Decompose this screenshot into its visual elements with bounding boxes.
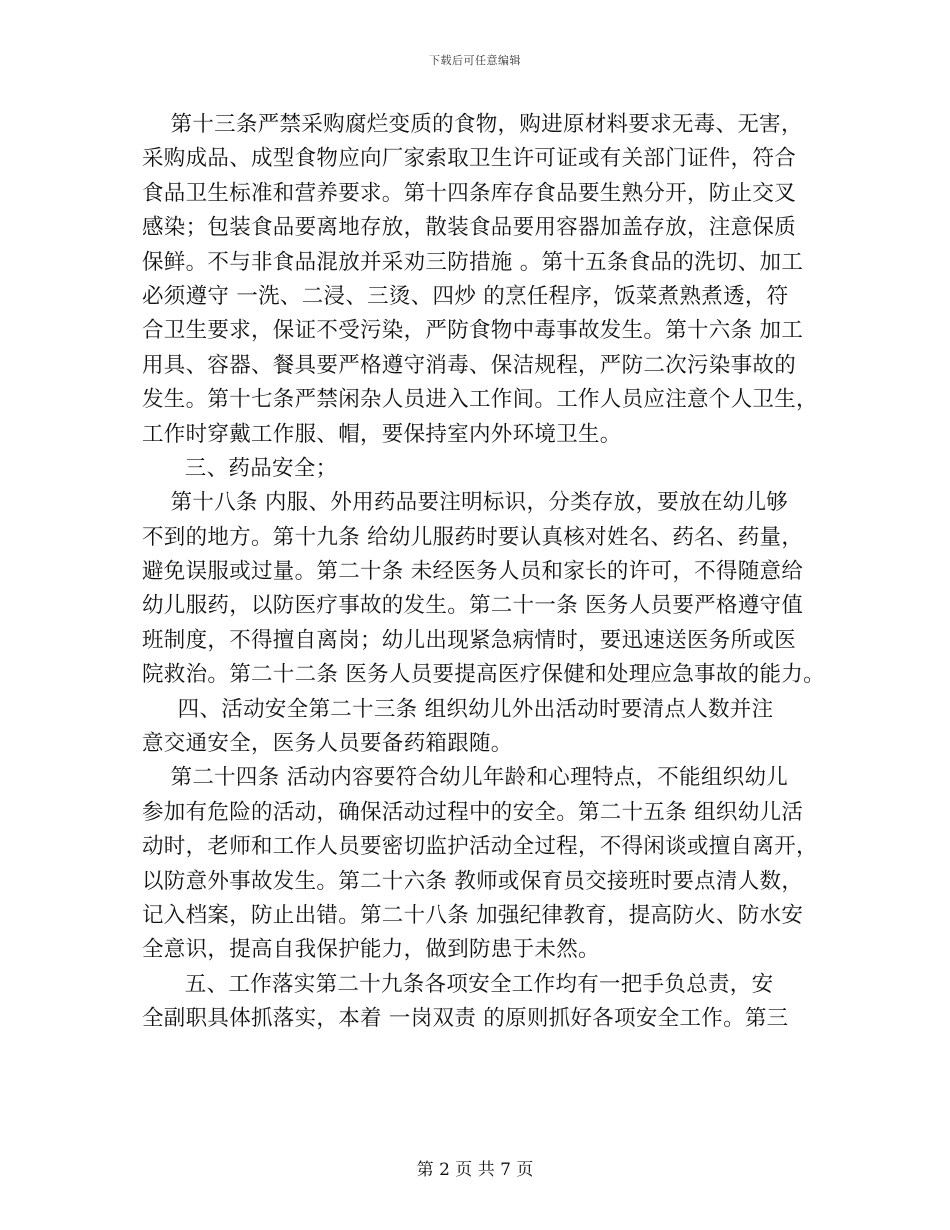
section-heading: 四、活动安全第二十三条 组织幼儿外出活动时要清点人数并注 [142, 696, 774, 722]
text-line: 院救治。第二十二条 医务人员要提高医疗保健和处理应急事故的能力。 [142, 662, 825, 688]
body-text [142, 108, 825, 1037]
text-line: 第二十四条 活动内容要符合幼儿年龄和心理特点，不能组织幼儿 [142, 765, 789, 791]
text-line: 班制度，不得擅自离岗；幼儿出现紧急病情时，要迅速送医务所或医 [142, 627, 797, 653]
text-line: 参加有危险的活动，确保活动过程中的安全。第二十五条 组织幼儿活 [142, 799, 804, 825]
text-line: 保鲜。不与非食品混放并采劝三防措施 。第十五条食品的洗切、加工 [142, 249, 804, 275]
section-heading: 五、工作落实第二十九条各项安全工作均有一把手负总责，安 [142, 971, 774, 997]
text-line: 采购成品、成型食物应向厂家索取卫生许可证或有关部门证件，符合 [142, 146, 797, 172]
text-line: 不到的地方。第十九条 给幼儿服药时要认真核对姓名、药名、药量， [142, 524, 804, 550]
text-line: 第十三条严禁采购腐烂变质的食物，购进原材料要求无毒、无害， [142, 112, 803, 137]
text-line: 第十八条 内服、外用药品要注明标识，分类存放，要放在幼儿够 [142, 490, 789, 516]
text-line: 合卫生要求，保证不受污染，严防食物中毒事故发生。第十六条 加工 [142, 318, 804, 344]
text-line: 记入档案，防止出错。第二十八条 加强纪律教育，提高防火、防水安 [142, 902, 804, 928]
text-line: 避免误服或过量。第二十条 未经医务人员和家长的许可，不得随意给 [142, 559, 804, 585]
text-line: 全意识，提高自我保护能力，做到防患于未然。 [142, 937, 600, 963]
text-line: 幼儿服药，以防医疗事故的发生。第二十一条 医务人员要严格遵守值 [142, 593, 804, 619]
text-line: 工作时穿戴工作服、帽，要保持室内外环境卫生。 [142, 421, 622, 447]
text-line: 用具、容器、餐具要严格遵守消毒、保洁规程，严防二次污染事故的 [142, 352, 797, 378]
text-line: 食品卫生标准和营养要求。第十四条库存食品要生熟分开，防止交叉 [142, 180, 797, 206]
text-line: 动时，老师和工作人员要密切监护活动全过程，不得闲谈或擅自离开， [142, 834, 818, 860]
page-number: 第 2 页 共 7 页 [416, 1160, 534, 1180]
page-header: 下载后可任意编辑 [429, 54, 521, 67]
text-line: 必须遵守 一洗、二浸、三烫、四炒 的烹任程序，饭菜煮熟煮透，符 [142, 283, 789, 309]
text-line: 感染；包装食品要离地存放，散装食品要用容器加盖存放，注意保质 [142, 215, 797, 241]
section-heading: 三、药品安全； [142, 455, 338, 481]
text-line: 意交通安全，医务人员要备药箱跟随。 [142, 731, 513, 757]
text-line: 以防意外事故发生。第二十六条 教师或保育员交接班时要点清人数， [142, 868, 804, 894]
text-line: 发生。第十七条严禁闲杂人员进入工作间。工作人员应注意个人卫生， [142, 387, 818, 413]
text-line: 全副职具体抓落实，本着 一岗双责 的原则抓好各项安全工作。第三 [142, 1006, 789, 1032]
